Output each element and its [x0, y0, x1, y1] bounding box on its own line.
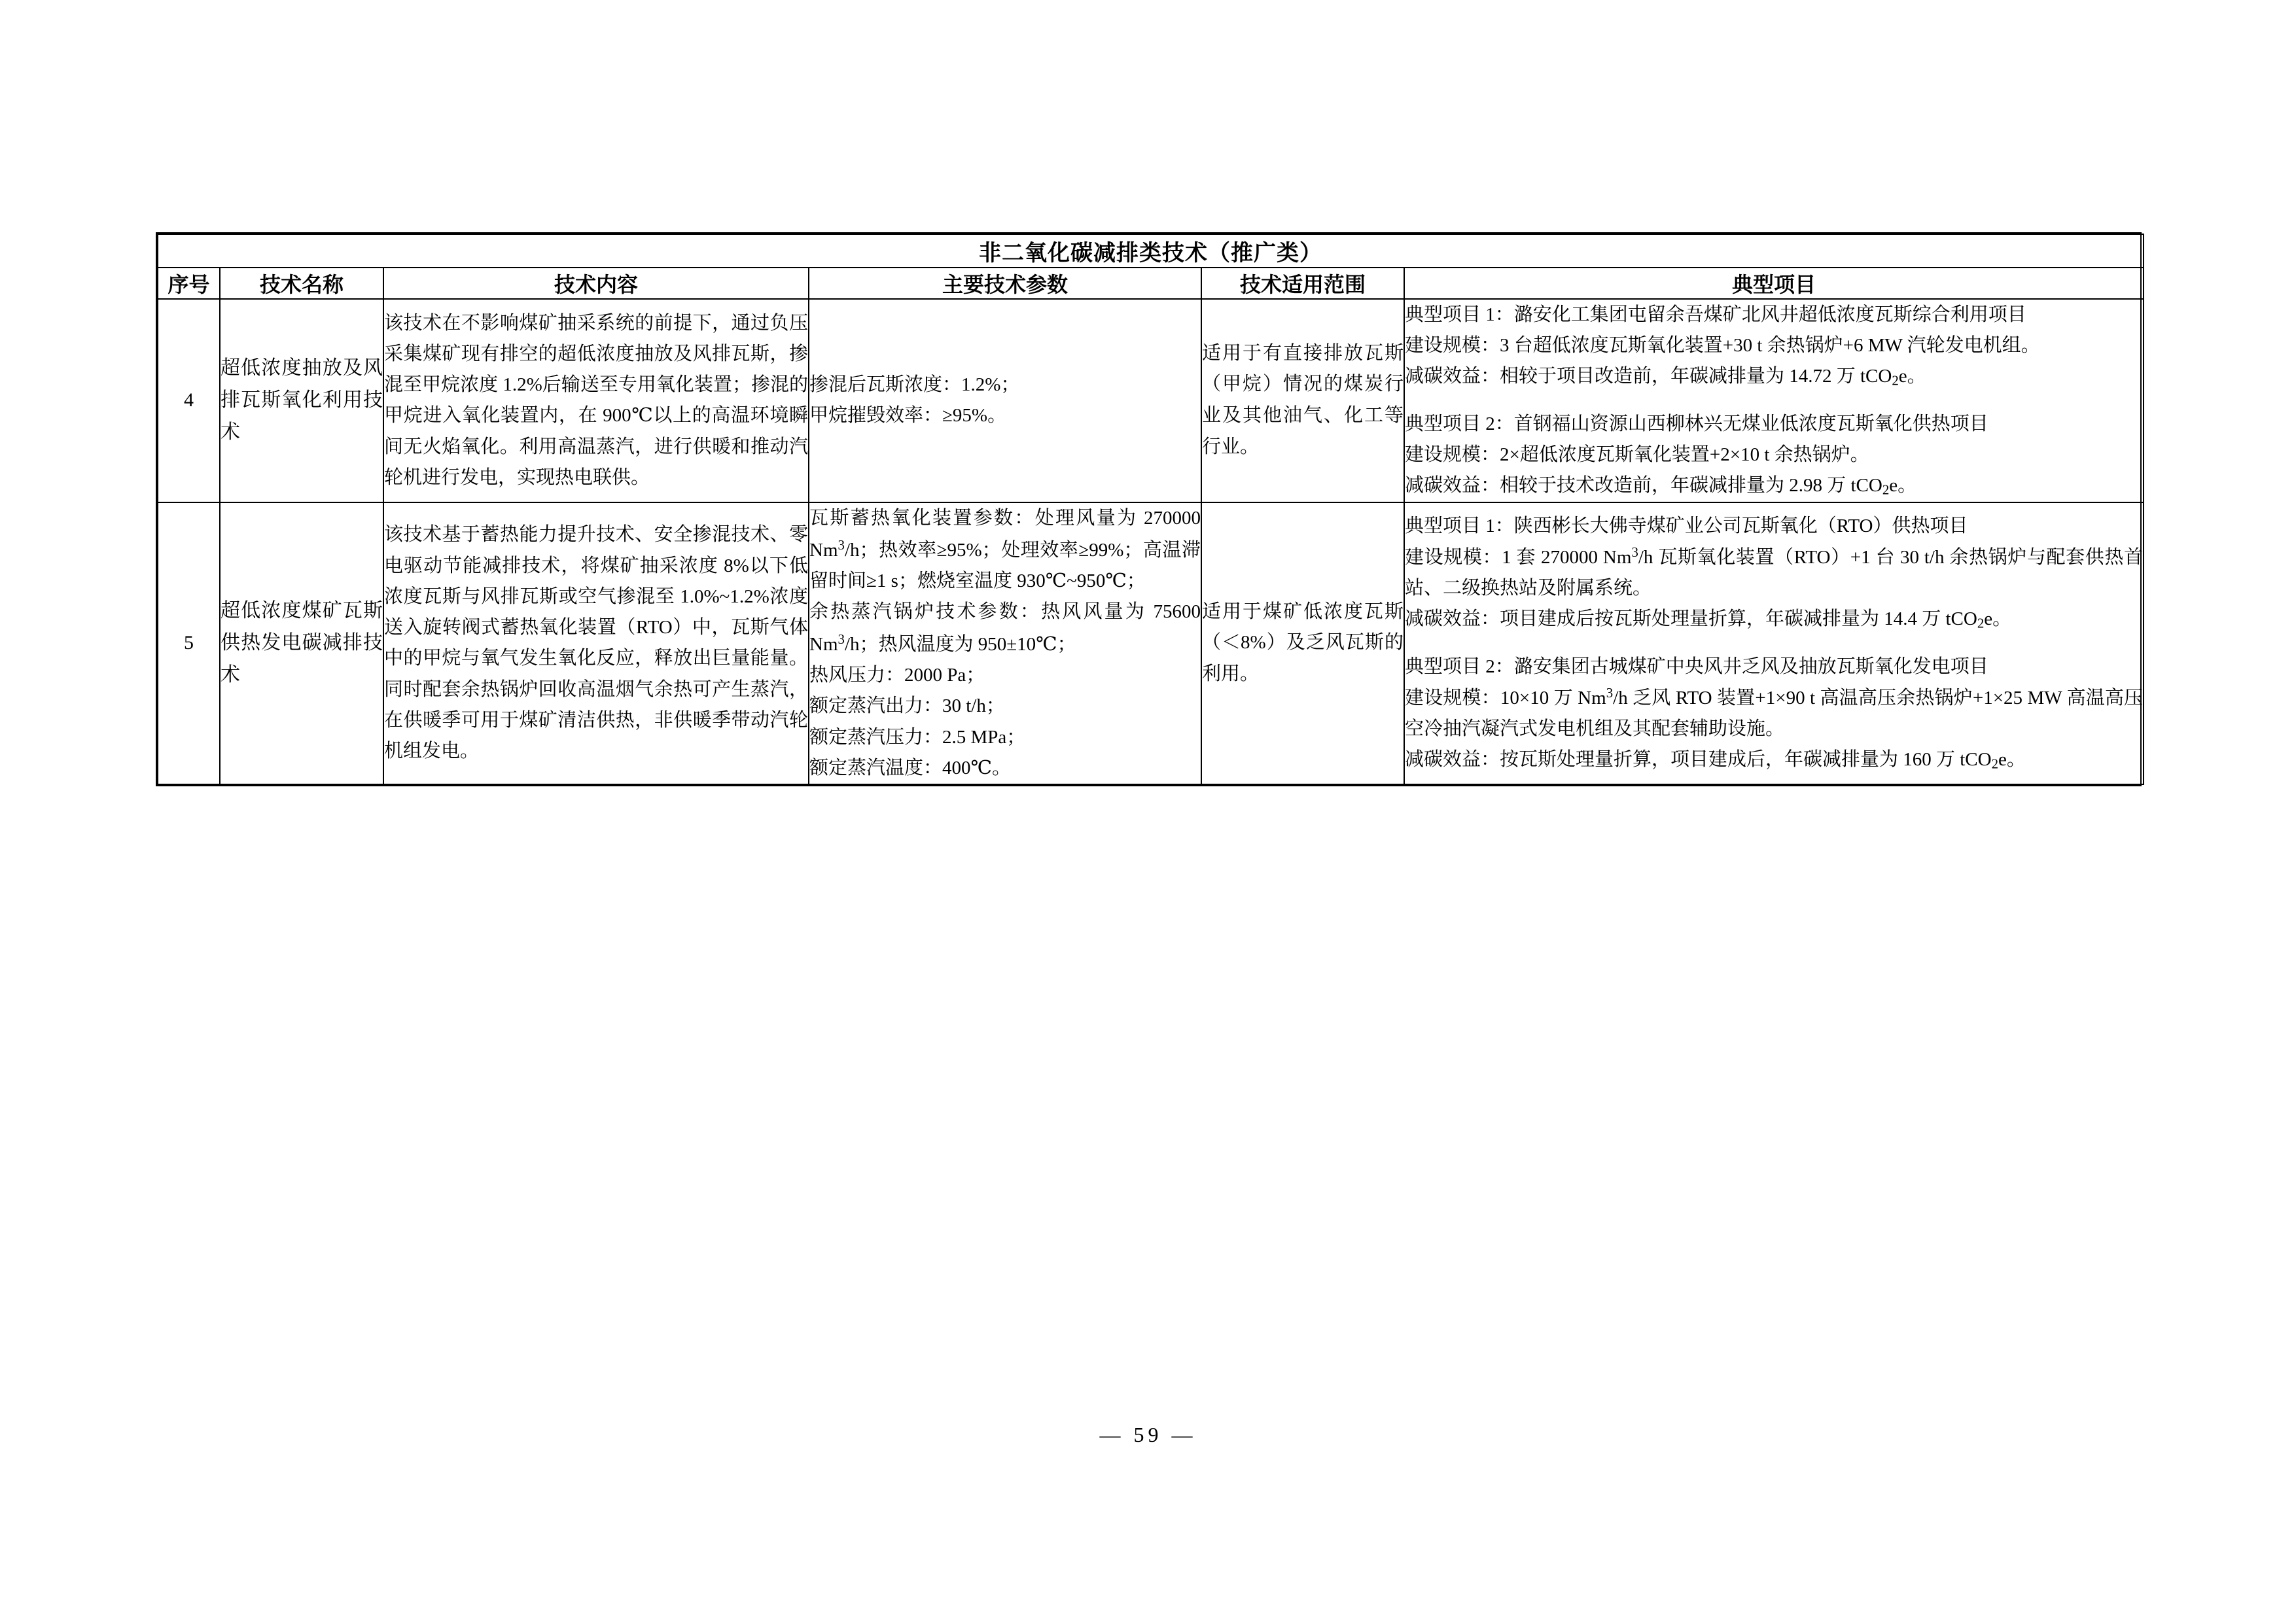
row-technology-parameters [809, 299, 1201, 502]
table-title-row [158, 234, 2144, 268]
parameter-line: 额定蒸汽温度：400℃。 [809, 757, 1011, 778]
parameter-line: 掺混后瓦斯浓度：1.2%； [809, 374, 1020, 396]
project-line: 建设规模：3 台超低浓度瓦斯氧化装置+30 t 余热锅炉+6 MW 汽轮发电机组。 [1405, 334, 2040, 356]
column-header-scope: 技术适用范围 [1201, 268, 1404, 299]
project-line: 建设规模：1 套 270000 Nm$^3$/h 瓦斯氧化装置（RTO）+1 台 30 t/h 余热锅炉与配套供热首站、二级换热站及附属系统。 [1405, 544, 2144, 599]
parameter-line: 额定蒸汽压力：2.5 MPa； [809, 726, 1026, 748]
row-index: 5 [158, 502, 220, 784]
project-line: 建设规模：2×超低浓度瓦斯氧化装置+2×10 t 余热锅炉。 [1405, 444, 1869, 466]
table-row [158, 502, 2144, 784]
row-technology-content: 该技术在不影响煤矿抽采系统的前提下，通过负压采集煤矿现有排空的超低浓度抽放及风排瓦斯，掺混至甲烷浓度 1.2%后输送至专用氧化装置；掺混的甲烷进入氧化装置内，在 900℃以上的高温环境瞬间无火焰氧化。利用高温蒸汽，进行供暖和推动汽轮机进行发电，实现热电联供。 [383, 299, 809, 502]
row-technology-scope: 适用于有直接排放瓦斯（甲烷）情况的煤炭行业及其他油气、化工等行业。 [1201, 299, 1404, 502]
parameter-line: 余热蒸汽锅炉技术参数：热风风量为 75600 Nm$^3$/h；热风温度为 950±10℃； [809, 601, 1201, 655]
technology-table [157, 234, 2144, 785]
project-line: 减碳效益：相较于项目改造前，年碳减排量为 14.72 万 tCO$_2$e。 [1405, 365, 1926, 389]
table-title: 非二氧化碳减排类技术（推广类） [158, 234, 2144, 268]
row-technology-name: 超低浓度煤矿瓦斯供热发电碳减排技术 [220, 502, 383, 784]
row-typical-projects [1404, 299, 2144, 502]
project-line: 典型项目 2：首钢福山资源山西柳林兴无煤业低浓度瓦斯氧化供热项目 [1405, 413, 1988, 435]
page-number: — 59 — [1099, 1423, 1197, 1446]
project-line: 典型项目 1：潞安化工集团屯留余吾煤矿北风井超低浓度瓦斯综合利用项目 [1405, 304, 2026, 325]
table-row [158, 299, 2144, 502]
row-technology-parameters [809, 502, 1201, 784]
parameter-line: 瓦斯蓄热氧化装置参数：处理风量为 270000 Nm$^3$/h；热效率≥95%；处理效率≥99%；高温滞留时间≥1 s；燃烧室温度 930℃~950℃； [809, 507, 1201, 592]
row-technology-name: 超低浓度抽放及风排瓦斯氧化利用技术 [220, 299, 383, 502]
table-header-row [158, 268, 2144, 299]
parameter-line: 额定蒸汽出力：30 t/h； [809, 695, 1005, 717]
row-typical-projects [1404, 502, 2144, 784]
column-header-index: 序号 [158, 268, 220, 299]
row-technology-scope: 适用于煤矿低浓度瓦斯（＜8%）及乏风瓦斯的利用。 [1201, 502, 1404, 784]
project-line: 典型项目 1：陕西彬长大佛寺煤矿业公司瓦斯氧化（RTO）供热项目 [1405, 515, 1968, 537]
row-index: 4 [158, 299, 220, 502]
project-line: 减碳效益：按瓦斯处理量折算，项目建成后，年碳减排量为 160 万 tCO$_2$e。 [1405, 749, 2026, 772]
paragraph-spacer [1405, 392, 2143, 409]
technology-table-container [156, 232, 2142, 786]
parameter-line: 甲烷摧毁效率：≥95%。 [809, 405, 1007, 427]
parameter-line: 热风压力：2000 Pa； [809, 665, 985, 686]
paragraph-spacer [1405, 635, 2143, 652]
column-header-name: 技术名称 [220, 268, 383, 299]
column-header-content: 技术内容 [383, 268, 809, 299]
project-line: 减碳效益：项目建成后按瓦斯处理量折算，年碳减排量为 14.4 万 tCO$_2$e。 [1405, 608, 2012, 631]
row-technology-content: 该技术基于蓄热能力提升技术、安全掺混技术、零电驱动节能减排技术，将煤矿抽采浓度 8%以下低浓度瓦斯与风排瓦斯或空气掺混至 1.0%~1.2%浓度送入旋转阀式蓄热氧化装置（RTO）中，瓦斯气体中的甲烷与氧气发生氧化反应，释放出巨量能量。同时配套余热锅炉回收高温烟气余热可产生蒸汽，在供暖季可用于煤矿清洁供热，非供暖季带动汽轮机组发电。 [383, 502, 809, 784]
project-line: 建设规模：10×10 万 Nm$^3$/h 乏风 RTO 装置+1×90 t 高温高压余热锅炉+1×25 MW 高温高压空冷抽汽凝汽式发电机组及其配套辅助设施。 [1405, 685, 2144, 740]
column-header-parameters: 主要技术参数 [809, 268, 1201, 299]
project-line: 减碳效益：相较于技术改造前，年碳减排量为 2.98 万 tCO$_2$e。 [1405, 475, 1917, 498]
column-header-projects: 典型项目 [1404, 268, 2144, 299]
project-line: 典型项目 2：潞安集团古城煤矿中央风井乏风及抽放瓦斯氧化发电项目 [1405, 656, 1988, 678]
